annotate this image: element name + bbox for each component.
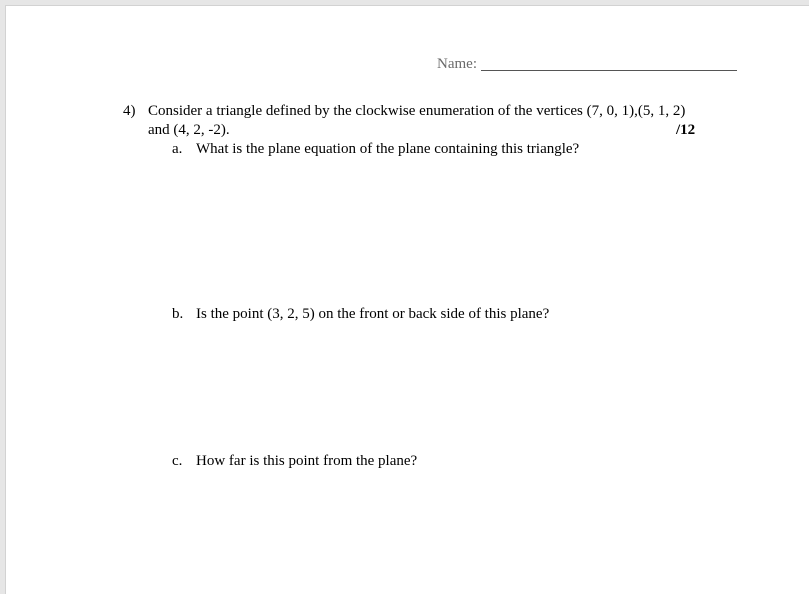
part-a-marker: a.	[172, 141, 183, 157]
question-text-line-2: and (4, 2, -2).	[148, 122, 230, 138]
question-number: 4)	[123, 103, 136, 119]
part-b-text: Is the point (3, 2, 5) on the front or back side of this plane?	[196, 306, 550, 322]
part-c-marker: c.	[172, 453, 183, 469]
question-points: /12	[676, 122, 696, 138]
part-a-text: What is the plane equation of the plane containing this triangle?	[196, 141, 580, 157]
name-field	[437, 53, 737, 73]
name-label: Name:	[437, 56, 477, 72]
part-c-text: How far is this point from the plane?	[196, 453, 418, 469]
question-text-line-1: Consider a triangle defined by the clockwise enumeration of the vertices (7, 0, 1),(5, 1, 2)	[148, 103, 686, 119]
part-b-marker: b.	[172, 306, 184, 322]
name-blank-line	[481, 54, 737, 71]
document-page	[6, 6, 809, 594]
